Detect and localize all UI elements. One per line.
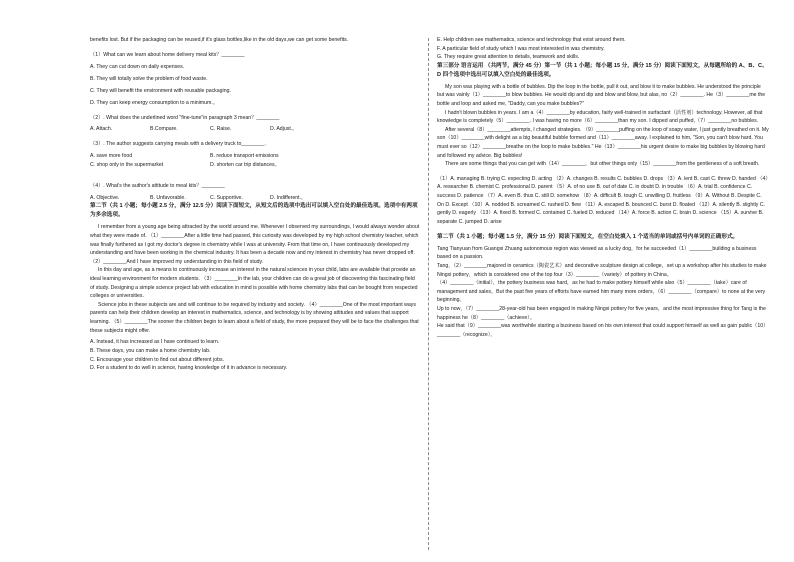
choice-f: F. A particular field of study which I was most interested in was chemistry. — [437, 45, 605, 52]
grammar-paragraph: He said that（9）________was worthwhile starting a business based on his own interest that could support himself as well as gain public（10）________（recognize）。 — [437, 323, 769, 338]
cloze-options: （1）A. managing B. trying C. expecting D. acting （2）A. changes B. results C. bubbles D. drops （3）A. lent B. cast C. threw D. handed （4）A. researcher B. chemist C. professional D. parent （5）A. of no use B. out of date C. in doubt D. in trouble （6）A. trial B. confidence C. success D. patience （7）A. even B. thus C. still D. somehow （8）A. difficult B. tough C. unwilling D. fruitless （9）A. Without B. Despite C. On D. Except （10）A. nodded B. screamed C. rushed D. flew （11）A. escaped B. bounced C. burst D. floated （12）A. silently B. slightly C. gently D. eagerly （13）A. fixed B. formed C. contained C. fueled D. reduced （14）A. force B. action C. brain D. science （15）A. survive B. separate C. jumped D. arise — [437, 175, 768, 225]
question-1-stem: （1）What can we learn about home delivery meal kits？________ — [90, 51, 245, 58]
answer-choices — [90, 338, 420, 372]
passage-paragraph: Science jobs in these subjects are and will continue to be required by industry and society. （4）________One of the most important ways parents can help their children develop an interest in mathematics, science, and technology is by showing attitudes and values that support learning. （5）________The sooner the children begin to learn about a field of study, the more prepared they will be to face the challenges that these subjects might offer. — [90, 301, 419, 334]
question-2-option-d: D. Adjust.。 — [270, 126, 298, 133]
grammar-paragraph: Tang Tianyuan from Guangxi Zhuang autonomous region was viewed as a lucky dog，for he succeeded（1）________building a business based on a passion. — [437, 245, 757, 261]
choice-d: D. For a student to do well in science, having knowledge of it in advance is necessary. — [90, 365, 288, 372]
left-column — [90, 36, 420, 373]
cloze-paragraph: I hadn't blown bubbles in years. I am a（4）________by education, fairly well-trained in surfactant（活性剂）technology. However, all that knowledge is completely（5）________. I was having no more（6）________than my son. I dipped and puffed,（7）________no bubbles. — [437, 109, 763, 125]
question-2-option-a: A. Attach. — [90, 126, 113, 133]
choice-g: G. They require great attention to details, teamwork and skills. — [437, 54, 580, 61]
section-3-heading: 第三部分 语言运用 （共两节，满分 45 分）第一节（共 1 小题；每小题 15 分，满分 15 分）阅读下面短文，从每题所给的 A、B、C、D 四个选项中选出可以填入空白处的最佳选项。 — [437, 62, 768, 78]
choice-a: A. Instead, it has increased as I have continued to learn. — [90, 339, 220, 346]
question-3-option-c: C. shop only in the supermarket — [90, 161, 164, 168]
choice-c: C. Encourage your children to find out about different jobs. — [90, 356, 224, 363]
cloze-passage — [437, 83, 769, 169]
right-column — [437, 36, 769, 339]
answer-choices-continued — [437, 36, 769, 62]
question-3-options-row-1 — [90, 152, 420, 161]
question-1-option-c: C. They will benefit the environment with reusable packaging. — [90, 87, 231, 94]
question-3-stem: （3）. The author suggests carrying meals with a delivery truck to________. — [90, 141, 266, 148]
question-4-options — [90, 194, 420, 203]
section-2-heading: 第二节（共 1 小题；每小题 2.5 分，满分 12.5 分）阅读下面短文，从短文后的选项中选出可以填入空白处的最佳选项。选项中有两项为多余选项。 — [90, 203, 418, 219]
question-1-option-a: A. They can cut down on daily expenses. — [90, 63, 185, 70]
grammar-paragraph: （4）________（initial），the pottery business was hard，as he had to make pottery himself while also（5）________（take）care of management and sales。But the past five years of efforts have earned him many more orders，（6）________（compare）to none at the very beginning。 — [437, 280, 766, 304]
question-4-option-d: D. Indifferent.。 — [270, 194, 307, 201]
question-4-stem: （4）. What's the author's attitude to meal kits？________ — [90, 182, 225, 189]
cloze-paragraph: There are some things that you can get with（14）________，but other things only（15）________from the gentleness of a soft breath. — [445, 161, 760, 168]
question-1-option-b: B. They will totally solve the problem of food waste. — [90, 75, 208, 82]
question-2-option-c: C. Raise. — [210, 126, 232, 133]
grammar-paragraph: Tang，（2）________majored in ceramics（陶瓷艺术）and decorative sculpture design at college，set up a workshop after his studies to make Ningxi pottery，which is considered one of the top four（3）________（variety）of pottery in China。 — [437, 263, 767, 278]
question-1-option-d: D. They can keep energy consumption to a minimum.。 — [90, 99, 218, 106]
grammar-passage — [437, 245, 769, 340]
question-4-option-c: C. Supportive. — [210, 194, 243, 201]
question-3-option-b: B. reduce transport emissions — [210, 153, 279, 160]
question-2-options — [90, 125, 420, 134]
cloze-paragraph: My son was playing with a bottle of bubbles. Dip the loop in the bottle, pull it out, and blow it to make bubbles. He understood the principle but was vainly（1）________to blow bubbles. He would dip and dip and blow and blow, but alas, no（2）________. He（3）________me the bottle and loop and asked me, "Daddy, can you make bubbles?" — [437, 83, 766, 107]
question-4-option-a: A. Objective. — [90, 194, 120, 201]
question-2-stem: （2）. What does the underlined word "fine-tune"in paragraph 3 mean？________ — [90, 114, 280, 121]
reading-passage — [90, 223, 420, 335]
question-4 — [90, 182, 420, 203]
passage-ending: benefits lost. But if the packaging can be reused,if it's glass bottles,like in the old days,we can get some benefits. — [90, 37, 349, 43]
question-3-option-a: A. save more food — [90, 153, 133, 160]
passage-paragraph: In this day and age, as a means to continuously increase an interest in the natural sciences in your child, labs are available that provide an ideal learning environment for modern students. （3）________In the lab, your children can do a great job of discovering this fascinating field of study. Designing a simple science project lab with education in mind is possible with home chemistry labs that can be bought from respected colleges or universities. — [90, 267, 418, 300]
section-4-heading: 第二节（共 1 小题；每小题 1.5 分，满分 15 分）阅读下面短文，在空白处填入 1 个适当的单词或括号内单词的正确形式。 — [437, 233, 739, 240]
grammar-paragraph: Up to now，（7）________28-year-old has been engaged in making Ningxi pottery for five years，and the most impressive thing for Tang is the happiness he（8）________（achieve）。 — [437, 305, 766, 321]
cloze-paragraph: After several（8）________attempts, I changed strategies. （9）________puffing on the loop of soapy water, I just gently breathed on it. My son（10）________with delight as a big beautiful bubble formed and（11）________away. I explained to him, "Son, you can't blow hard. You must ever so（12）________breathe on the loop to make bubbles." He（13）________his urgent desire to make big bubbles by blowing hard and followed my advice. Big bubbles! — [437, 126, 769, 159]
question-1 — [90, 51, 420, 108]
question-3-option-d: D. shorten car trip distances。 — [210, 161, 280, 168]
question-3-options-row-2 — [90, 161, 420, 170]
choice-b: B. These days, you can make a home chemistry lab. — [90, 348, 211, 355]
question-2 — [90, 114, 420, 135]
question-4-option-b: B. Unfavorable. — [150, 194, 186, 201]
column-divider — [428, 38, 429, 550]
question-2-option-b: B.Compare. — [150, 126, 178, 133]
question-3 — [90, 140, 420, 169]
choice-e: E. Help children see mathematics, science and technology that exist around them. — [437, 37, 626, 43]
passage-paragraph: I remember from a young age being attracted by the world around me. Whenever I observed my surroundings, I would always wonder about what they were made of. （1）________After a little time had passed, this curiosity was developed by my high school chemistry teacher, which was finally furthered as I got my doctor's degree in chemistry while I was at university. From that time on, I have continuously developed my understanding and have been working in the chemical industry. It has been a decade now and my interest in chemistry has never dropped off. （2）________And I have improved my understanding in this field of study. — [90, 224, 420, 265]
